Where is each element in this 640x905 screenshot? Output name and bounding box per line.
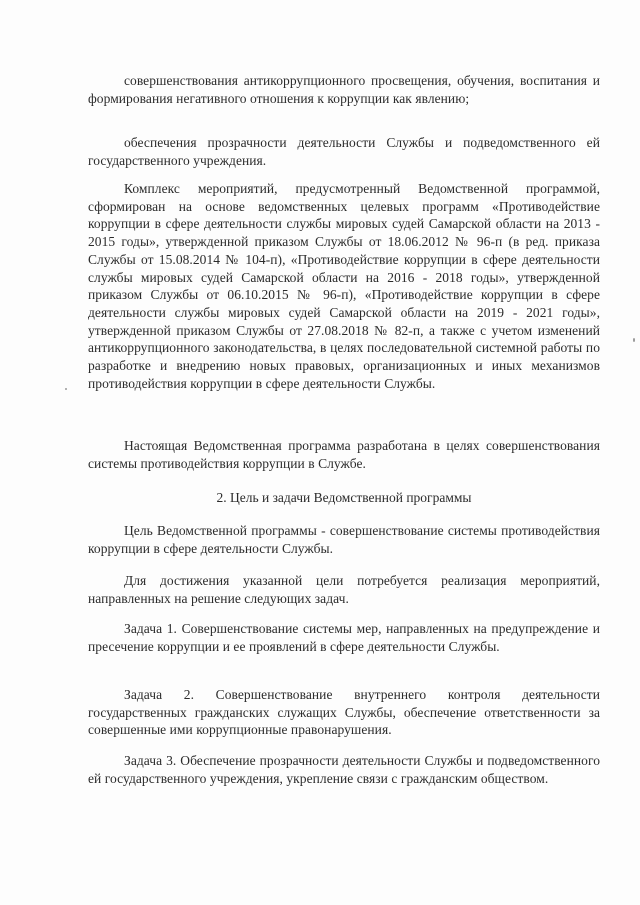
paragraph-measures-complex: Комплекс мероприятий, предусмотренный Ведомственной программой, сформирован на основе ведомственных целевых программ «Противодействие коррупции в сфере деятельности службы мировых судей Самарской области на 2013 - 2015 годы», утвержденной приказом Службы от 18.06.2012 № 96-п (в ред. приказа Службы от 15.08.2014 № 104-п), «Противодействие коррупции в сфере деятельности службы мировых судей Самарской области на 2016 - 2018 годы», утвержденной приказом Службы от 06.10.2015 № 96-п), «Противодействие коррупции в сфере деятельности службы мировых судей Самарской области на 2019 - 2021 годы», утвержденной приказом Службы от 27.08.2018 № 82-п, а также с учетом изменений антикоррупционного законодательства, в целях последовательной системной работы по разработке и внедрению новых правовых, организационных и иных механизмов противодействия коррупции в сфере деятельности Службы.: [88, 181, 600, 391]
paragraph-tasks-intro: Для достижения указанной цели потребуется реализация мероприятий, направленных на решение следующих задач.: [88, 573, 600, 606]
paragraph-goal: Цель Ведомственной программы - совершенствование системы противодействия коррупции в сфере деятельности Службы.: [88, 523, 600, 556]
scan-speck: [633, 338, 635, 342]
scan-speck: [65, 388, 67, 390]
paragraph-education: совершенствования антикоррупционного просвещения, обучения, воспитания и формирования негативного отношения к коррупции как явлению;: [88, 73, 600, 106]
section-heading: 2. Цель и задачи Ведомственной программы: [216, 490, 472, 505]
paragraph-program-purpose: Настоящая Ведомственная программа разработана в целях совершенствования системы противодействия коррупции в Службе.: [88, 438, 600, 471]
paragraph-transparency: обеспечения прозрачности деятельности Службы и подведомственного ей государственного учреждения.: [88, 135, 600, 168]
paragraph-task-3: Задача 3. Обеспечение прозрачности деятельности Службы и подведомственного ей государственного учреждения, укрепление связи с гражданским обществом.: [88, 753, 600, 786]
paragraph-task-2: Задача 2. Совершенствование внутреннего контроля деятельности государственных гражданских служащих Службы, обеспечение ответственности за совершенные ими коррупционные правонарушения.: [88, 687, 600, 738]
paragraph-task-1: Задача 1. Совершенствование системы мер, направленных на предупреждение и пресечение коррупции и ее проявлений в сфере деятельности Службы.: [88, 621, 600, 654]
